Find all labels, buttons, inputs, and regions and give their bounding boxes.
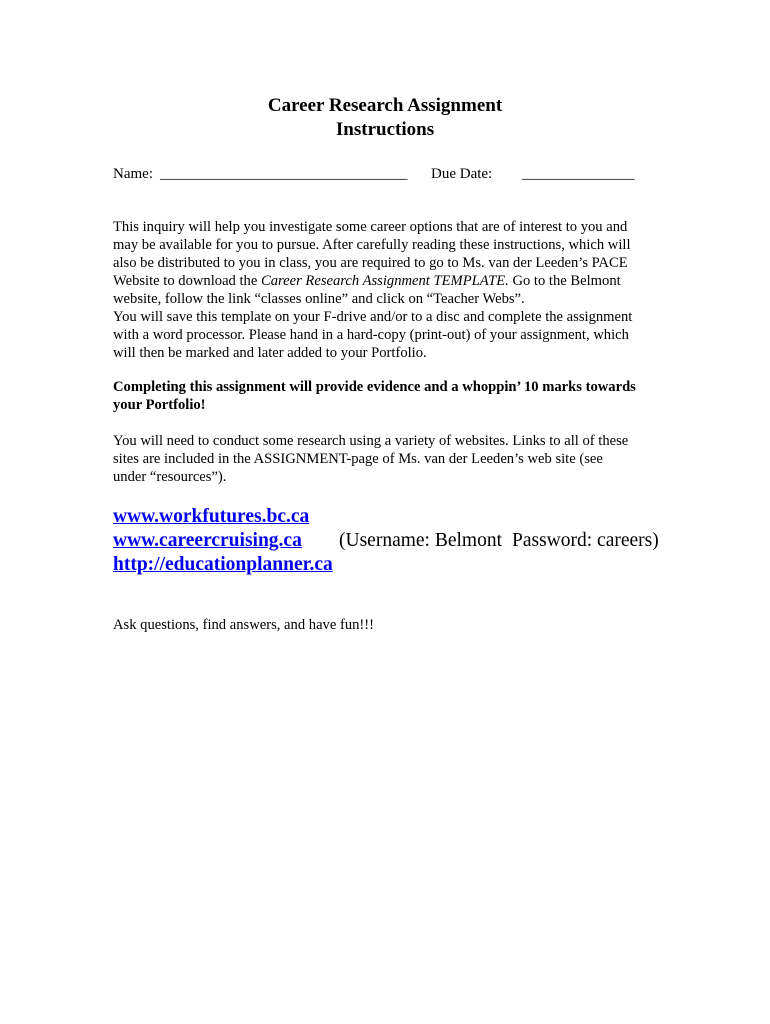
intro-line: This inquiry will help you investigate some career options that are of interest to you and: [113, 219, 628, 235]
username-text: (Username: Belmont: [339, 530, 502, 551]
intro-paragraph: [113, 218, 673, 362]
evidence-line: Completing this assignment will provide evidence and a whoppin’ 10 marks towards: [113, 379, 636, 395]
due-date-label: Due Date:: [431, 166, 493, 182]
document-title: Career Research Assignment: [267, 95, 503, 116]
name-blank-line: _________________________________: [160, 166, 408, 182]
intro-line: may be available for you to pursue. After carefully reading these instructions, which will: [113, 237, 631, 253]
workfutures-link[interactable]: www.workfutures.bc.ca: [113, 506, 310, 527]
website-links: [113, 505, 713, 577]
login-credentials: [339, 529, 659, 553]
template-name: Career Research Assignment TEMPLATE.: [260, 273, 509, 289]
intro-line: will then be marked and later added to your Portfolio.: [113, 345, 427, 361]
document-subtitle: Instructions: [335, 119, 435, 140]
link-row: [113, 553, 713, 577]
intro-line: also be distributed to you in class, you are required to go to Ms. van der Leeden’s PACE: [113, 255, 628, 271]
careercruising-link[interactable]: www.careercruising.ca: [113, 530, 302, 551]
intro-line: You will save this template on your F-drive and/or to a disc and complete the assignment: [113, 309, 633, 325]
evidence-line: your Portfolio!: [113, 397, 206, 413]
research-line: under “resources”).: [113, 469, 227, 485]
educationplanner-link[interactable]: http://educationplanner.ca: [113, 554, 333, 575]
due-date-blank-line: _______________: [522, 166, 635, 182]
closing-paragraph: [113, 616, 673, 634]
name-due-row: [113, 164, 673, 186]
intro-line-text: Go to the Belmont: [508, 273, 621, 289]
intro-line: with a word processor. Please hand in a hard-copy (print-out) of your assignment, which: [113, 327, 629, 343]
research-paragraph: [113, 432, 673, 486]
evidence-paragraph: [113, 378, 673, 414]
intro-line-text: Website to download the: [113, 273, 261, 289]
link-row: [113, 505, 713, 529]
password-text: Password: careers): [512, 530, 659, 551]
link-row: [113, 529, 713, 553]
closing-line: Ask questions, find answers, and have fun!!!: [113, 617, 375, 633]
intro-line: [113, 272, 673, 290]
intro-line: website, follow the link “classes online” and click on “Teacher Webs”.: [113, 291, 525, 307]
research-line: sites are included in the ASSIGNMENT-page of Ms. van der Leeden’s web site (see: [113, 451, 603, 467]
name-label: Name:: [113, 166, 153, 182]
research-line: You will need to conduct some research using a variety of websites. Links to all of these: [113, 433, 629, 449]
